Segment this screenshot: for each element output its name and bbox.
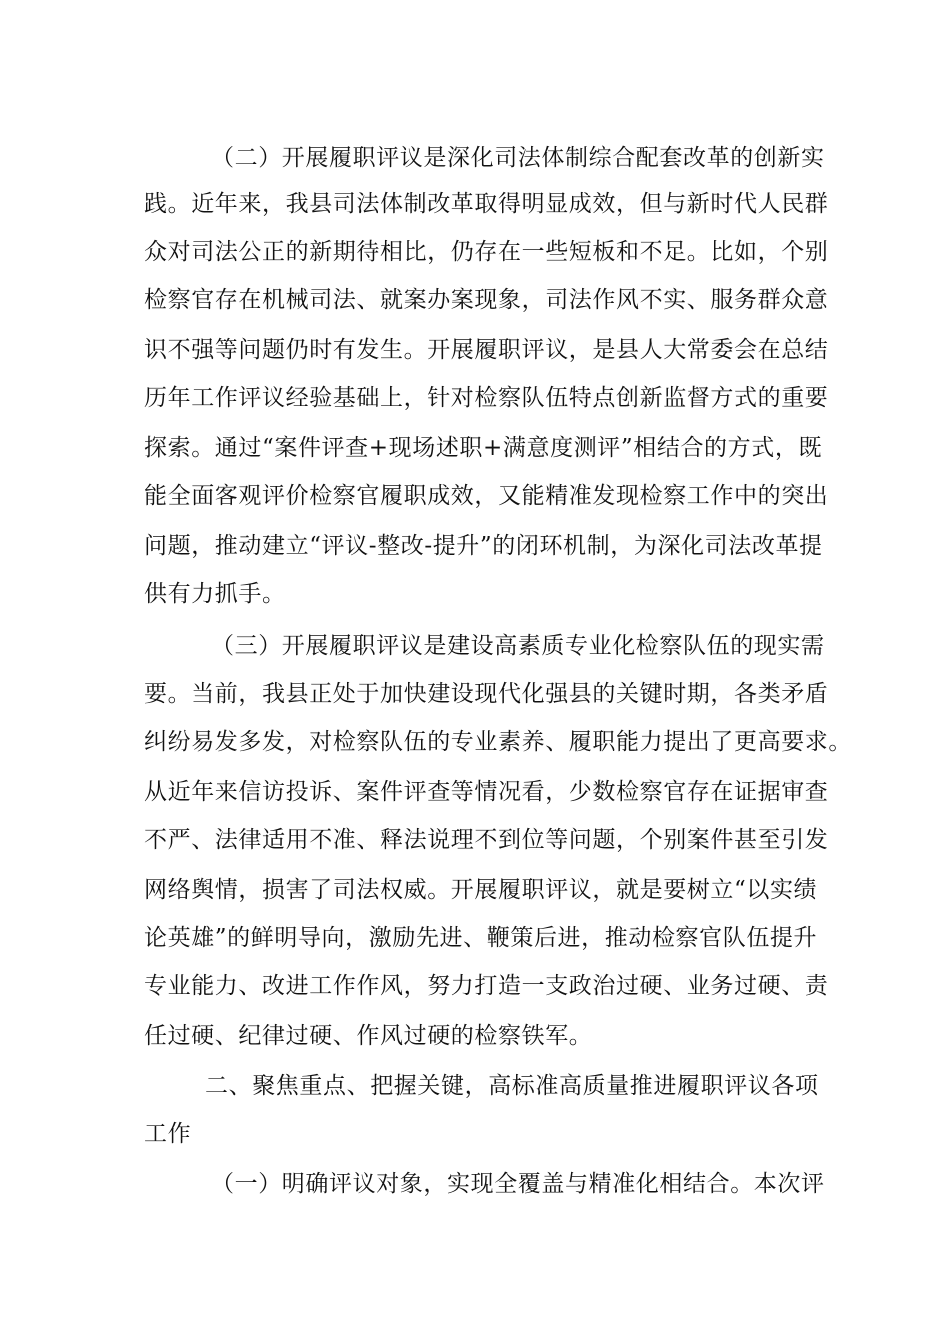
text-line: （二）开展履职评议是深化司法体制综合配套改革的创新实	[211, 145, 825, 171]
text-line: 网络舆情，损害了司法权威。开展履职评议，就是要树立“以实绩	[144, 877, 818, 903]
text-line: 论英雄”的鲜明导向，激励先进、鞭策后进，推动检察官队伍提升	[144, 925, 818, 951]
text-line: 二、聚焦重点、把握关键，高标准高质量推进履职评议各项	[205, 1073, 819, 1099]
text-line: 历年工作评议经验基础上，针对检察队伍特点创新监督方式的重要	[144, 385, 829, 411]
text-line: 检察官存在机械司法、就案办案现象，司法作风不实、服务群众意	[144, 287, 829, 313]
text-line: 能全面客观评价检察官履职成效，又能精准发现检察工作中的突出	[144, 483, 829, 509]
text-line: 要。当前，我县正处于加快建设现代化强县的关键时期，各类矛盾	[144, 681, 829, 707]
text-line: （三）开展履职评议是建设高素质专业化检察队伍的现实需	[211, 633, 825, 659]
text-line: 众对司法公正的新期待相比，仍存在一些短板和不足。比如，个别	[144, 239, 829, 265]
text-line: 专业能力、改进工作作风，努力打造一支政治过硬、业务过硬、责	[144, 973, 829, 999]
text-line: 工作	[144, 1121, 192, 1147]
text-line: 探索。通过“案件评查+现场述职+满意度测评”相结合的方式，既	[144, 435, 823, 461]
text-line: （一）明确评议对象，实现全覆盖与精准化相结合。本次评	[211, 1171, 825, 1197]
text-line: 纠纷易发多发，对检察队伍的专业素养、履职能力提出了更高要求。	[144, 729, 852, 755]
text-line: 问题，推动建立“评议-整改-提升”的闭环机制，为深化司法改革提	[144, 533, 823, 559]
text-line: 从近年来信访投诉、案件评查等情况看，少数检察官存在证据审查	[144, 779, 829, 805]
text-line: 供有力抓手。	[144, 581, 286, 607]
text-line: 任过硬、纪律过硬、作风过硬的检察铁军。	[144, 1023, 593, 1049]
text-line: 识不强等问题仍时有发生。开展履职评议，是县人大常委会在总结	[144, 337, 829, 363]
text-line: 践。近年来，我县司法体制改革取得明显成效，但与新时代人民群	[144, 191, 829, 217]
text-line: 不严、法律适用不准、释法说理不到位等问题，个别案件甚至引发	[144, 827, 829, 853]
